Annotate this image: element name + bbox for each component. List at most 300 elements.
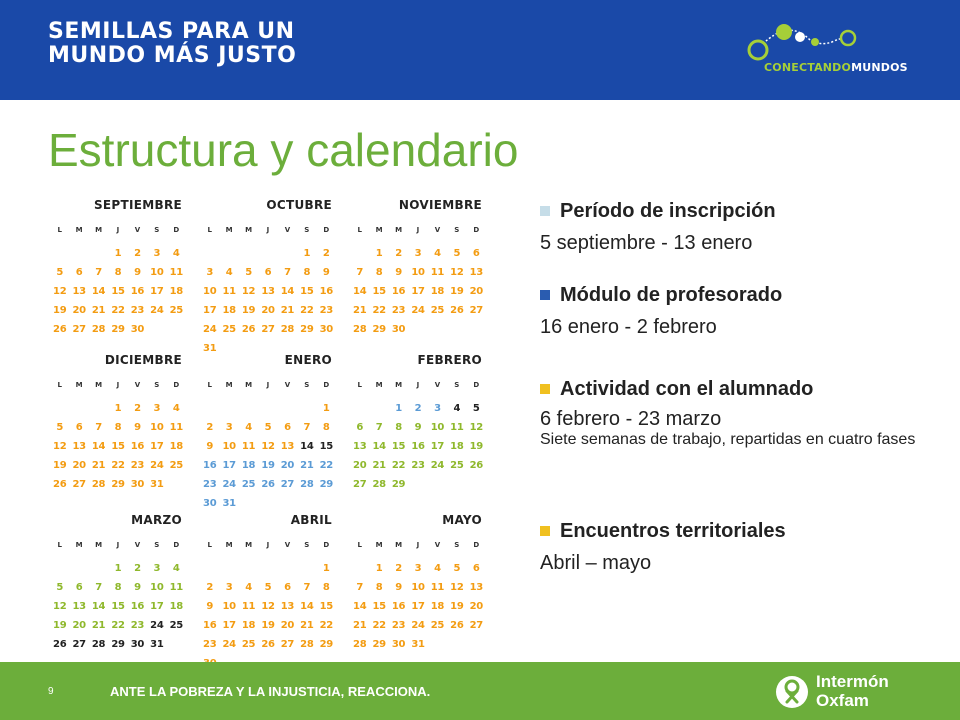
calendar-day: 3 [434, 403, 441, 414]
weekday-label: M [245, 226, 253, 234]
calendar-day: 22 [111, 620, 125, 631]
weekday-label: L [357, 381, 362, 389]
calendar-day: 16 [203, 460, 217, 471]
calendar-day: 18 [169, 441, 183, 452]
weekday-label: V [284, 381, 291, 389]
calendar-week [50, 403, 186, 414]
calendar-day: 1 [395, 403, 402, 414]
calendar-week [50, 563, 186, 574]
calendar-day: 21 [300, 620, 314, 631]
calendar-day: 7 [356, 582, 364, 593]
oxfam-ribbon-icon [774, 674, 810, 710]
calendar-day: 19 [241, 305, 256, 316]
calendar-day: 16 [130, 601, 145, 612]
calendar-day: 22 [300, 305, 314, 316]
calendar-day: 13 [469, 267, 483, 278]
calendar-day: 19 [53, 460, 67, 471]
calendar-day: 28 [300, 479, 314, 490]
weekday-label: S [154, 226, 160, 234]
calendar-day: 9 [134, 267, 141, 278]
calendar-day: 4 [245, 422, 252, 433]
calendar-week [200, 267, 336, 278]
weekday-label: S [154, 381, 160, 389]
calendar-day: 25 [169, 620, 183, 631]
calendar-day: 25 [430, 305, 445, 316]
calendar-week [50, 582, 186, 593]
weekday-label: M [375, 381, 383, 389]
calendar-day: 24 [150, 305, 164, 316]
calendar-day: 5 [453, 563, 461, 574]
calendar-day: 25 [169, 460, 183, 471]
calendar-day: 3 [153, 248, 161, 259]
logo-line2: Oxfam [816, 691, 869, 710]
weekday-header [200, 381, 336, 389]
weekday-header [50, 226, 186, 234]
calendar-day: 22 [319, 620, 333, 631]
header-banner [0, 0, 960, 100]
month-mayo [350, 505, 486, 655]
calendar-day: 20 [72, 620, 86, 631]
month-octubre [200, 190, 336, 354]
calendar-day: 27 [469, 620, 483, 631]
month-marzo [50, 505, 186, 655]
calendar-week [350, 639, 486, 650]
calendar-day [89, 403, 108, 414]
calendar-day: 3 [206, 267, 214, 278]
calendar-day [278, 248, 297, 259]
calendar-day: 16 [391, 601, 406, 612]
calendar-day: 30 [391, 324, 406, 335]
calendar-day: 4 [225, 267, 233, 278]
calendar-day: 24 [222, 639, 236, 650]
weekday-label: J [266, 541, 270, 549]
calendar-day [147, 324, 166, 335]
calendar-day: 26 [450, 620, 464, 631]
calendar-day [219, 563, 238, 574]
calendar-day: 25 [241, 479, 256, 490]
calendar-day: 8 [114, 267, 122, 278]
calendar-day: 22 [391, 460, 406, 471]
calendar-day: 10 [411, 267, 425, 278]
calendar-week [350, 305, 486, 316]
calendar-day: 10 [411, 582, 425, 593]
calendar-day: 9 [206, 601, 214, 612]
calendar-day: 20 [261, 305, 275, 316]
calendar-day: 7 [375, 422, 383, 433]
item-profesorado [540, 282, 940, 340]
weekday-label: L [57, 381, 62, 389]
logo-dots-graphic [740, 16, 940, 66]
calendar-day: 6 [284, 582, 291, 593]
calendar-day [239, 248, 258, 259]
calendar-day: 24 [411, 305, 425, 316]
weekday-label: M [75, 381, 83, 389]
calendar-day [219, 248, 238, 259]
calendar-day: 19 [450, 286, 464, 297]
calendar-week [350, 422, 486, 433]
calendar-day: 6 [75, 267, 83, 278]
calendar-day: 21 [300, 460, 314, 471]
calendar-day: 17 [150, 601, 164, 612]
calendar-day [258, 248, 277, 259]
calendar-day: 8 [395, 422, 402, 433]
calendar-day [428, 479, 447, 490]
calendar-day: 28 [91, 324, 106, 335]
calendar-day [50, 248, 69, 259]
weekday-label: V [434, 541, 441, 549]
calendar-day: 31 [203, 343, 217, 354]
calendar-day [69, 248, 88, 259]
calendar-day: 8 [114, 582, 122, 593]
calendar-day: 23 [130, 305, 145, 316]
calendar-day: 17 [222, 620, 236, 631]
calendar-day [428, 324, 447, 335]
calendar-day: 21 [353, 305, 367, 316]
calendar-day: 24 [150, 620, 164, 631]
calendar-day: 23 [203, 479, 217, 490]
calendar-day: 1 [114, 403, 122, 414]
calendar-day: 8 [114, 422, 122, 433]
school-year-calendar [50, 190, 500, 650]
calendar-day: 28 [280, 324, 295, 335]
calendar-day: 6 [284, 422, 291, 433]
calendar-day: 24 [150, 460, 164, 471]
calendar-week [200, 639, 336, 650]
calendar-day: 1 [375, 248, 383, 259]
calendar-day [200, 403, 219, 414]
calendar-day: 13 [72, 441, 86, 452]
item-date: 6 febrero - 23 marzo [540, 408, 722, 430]
weekday-header [200, 226, 336, 234]
item-heading [540, 518, 940, 544]
calendar-day: 10 [203, 286, 217, 297]
calendar-day: 5 [245, 267, 252, 278]
item-note: Siete semanas de trabajo, repartidas en cuatro fases [540, 431, 916, 448]
calendar-week [200, 248, 336, 259]
month-septiembre [50, 190, 186, 340]
calendar-day: 17 [150, 286, 164, 297]
calendar-week [200, 563, 336, 574]
calendar-day: 15 [391, 441, 406, 452]
item-date: 16 enero - 2 febrero [540, 316, 717, 338]
calendar-day: 6 [472, 248, 480, 259]
calendar-day: 27 [72, 479, 86, 490]
calendar-day: 23 [391, 305, 406, 316]
calendar-day: 31 [411, 639, 425, 650]
weekday-label: M [395, 381, 403, 389]
calendar-day: 12 [469, 422, 483, 433]
calendar-day [297, 563, 316, 574]
calendar-day: 13 [72, 601, 86, 612]
calendar-day: 21 [280, 305, 295, 316]
month-name: SEPTIEMBRE [93, 198, 182, 212]
calendar-day: 17 [222, 460, 236, 471]
item-inscripcion [540, 198, 940, 256]
calendar-day: 9 [134, 582, 141, 593]
calendar-day [200, 563, 219, 574]
calendar-day [50, 563, 69, 574]
calendar-day: 27 [280, 479, 295, 490]
calendar-day: 23 [319, 305, 333, 316]
calendar-day: 4 [434, 248, 441, 259]
calendar-day: 9 [414, 422, 422, 433]
calendar-day: 31 [150, 479, 164, 490]
calendar-day: 5 [264, 422, 272, 433]
calendar-day [167, 639, 186, 650]
calendar-week [50, 479, 186, 490]
calendar-day: 29 [111, 639, 125, 650]
weekday-label: D [173, 381, 180, 389]
logo-line1: Intermón [816, 672, 889, 691]
calendar-day [350, 563, 369, 574]
calendar-day: 22 [111, 305, 125, 316]
calendar-day: 18 [430, 601, 445, 612]
calendar-day: 29 [372, 639, 386, 650]
calendar-day: 9 [206, 441, 214, 452]
program-title-line2: MUNDO MÁS JUSTO [48, 43, 297, 68]
calendar-week [50, 422, 186, 433]
calendar-week [200, 305, 336, 316]
calendar-day: 23 [203, 639, 217, 650]
calendar-day: 14 [91, 601, 106, 612]
calendar-day: 11 [241, 441, 256, 452]
weekday-label: J [116, 226, 120, 234]
calendar-day: 28 [300, 639, 314, 650]
calendar-day [447, 324, 466, 335]
calendar-day: 29 [300, 324, 314, 335]
calendar-day: 2 [395, 563, 402, 574]
calendar-week [50, 248, 186, 259]
weekday-label: D [473, 226, 480, 234]
calendar-day: 5 [56, 422, 64, 433]
calendar-day: 21 [372, 460, 386, 471]
calendar-day: 2 [206, 422, 214, 433]
calendar-day: 29 [111, 479, 125, 490]
weekday-label: S [304, 381, 310, 389]
calendar-day: 16 [391, 286, 406, 297]
calendar-day: 28 [353, 324, 367, 335]
calendar-day: 11 [222, 286, 236, 297]
calendar-day: 12 [450, 267, 464, 278]
calendar-day: 12 [261, 601, 275, 612]
calendar-day: 6 [472, 563, 480, 574]
item-heading-text: Período de inscripción [560, 200, 776, 222]
calendar-day [369, 403, 388, 414]
calendar-day: 21 [91, 460, 106, 471]
calendar-day: 7 [356, 267, 364, 278]
calendar-week [200, 582, 336, 593]
calendar-day: 25 [450, 460, 464, 471]
item-heading-text: Actividad con el alumnado [560, 378, 814, 400]
calendar-day: 4 [434, 563, 441, 574]
calendar-day: 20 [353, 460, 367, 471]
weekday-label: L [207, 381, 212, 389]
item-heading-text: Encuentros territoriales [560, 520, 786, 542]
calendar-week [200, 324, 336, 335]
calendar-day: 11 [169, 422, 183, 433]
weekday-label: V [134, 226, 141, 234]
calendar-day [467, 479, 486, 490]
item-date: Abril – mayo [540, 552, 652, 574]
calendar-day: 10 [150, 267, 164, 278]
calendar-day: 10 [430, 422, 445, 433]
calendar-day: 26 [469, 460, 483, 471]
calendar-day: 18 [450, 441, 464, 452]
calendar-day: 4 [245, 582, 252, 593]
calendar-day: 3 [153, 403, 161, 414]
calendar-week [200, 479, 336, 490]
footer-slogan: ANTE LA POBREZA Y LA INJUSTICIA, REACCIONA. [110, 684, 431, 699]
calendar-day [167, 479, 186, 490]
calendar-day: 17 [411, 286, 425, 297]
month-diciembre [50, 345, 186, 495]
calendar-week [200, 403, 336, 414]
item-heading [540, 282, 940, 308]
calendar-day [219, 403, 238, 414]
weekday-label: V [434, 381, 441, 389]
weekday-label: L [207, 226, 212, 234]
calendar-day: 27 [72, 639, 86, 650]
calendar-day: 12 [53, 441, 67, 452]
calendar-day: 22 [319, 460, 333, 471]
calendar-day: 19 [450, 601, 464, 612]
calendar-day: 23 [411, 460, 425, 471]
item-heading [540, 376, 940, 402]
calendar-day [239, 563, 258, 574]
calendar-day: 2 [134, 248, 141, 259]
calendar-day: 23 [130, 460, 145, 471]
calendar-week [50, 324, 186, 335]
weekday-label: S [454, 381, 460, 389]
calendar-day: 21 [353, 620, 367, 631]
item-date: 5 septiembre - 13 enero [540, 232, 753, 254]
logo-text-part2: MUNDOS [851, 61, 908, 74]
square-bullet-icon [540, 206, 550, 216]
weekday-label: M [95, 541, 103, 549]
calendar-day: 20 [280, 620, 295, 631]
calendar-day: 10 [150, 582, 164, 593]
weekday-label: D [473, 381, 480, 389]
calendar-day: 26 [53, 639, 67, 650]
calendar-day: 8 [322, 422, 330, 433]
weekday-label: M [225, 226, 233, 234]
calendar-day: 12 [261, 441, 275, 452]
calendar-day: 30 [130, 639, 145, 650]
calendar-day: 23 [391, 620, 406, 631]
calendar-day: 28 [91, 639, 106, 650]
calendar-week [200, 422, 336, 433]
calendar-day: 13 [280, 601, 295, 612]
calendar-day [167, 324, 186, 335]
weekday-label: L [357, 541, 362, 549]
calendar-day: 11 [169, 582, 183, 593]
calendar-day: 26 [261, 479, 275, 490]
weekday-header [350, 226, 486, 234]
weekday-label: L [207, 541, 212, 549]
calendar-day: 28 [353, 639, 367, 650]
calendar-week [350, 286, 486, 297]
month-name: FEBRERO [417, 353, 482, 367]
calendar-day: 2 [134, 563, 141, 574]
calendar-week [350, 403, 486, 414]
weekday-label: M [225, 381, 233, 389]
weekday-label: M [245, 541, 253, 549]
calendar-day: 16 [203, 620, 217, 631]
calendar-day: 7 [95, 422, 102, 433]
calendar-day: 14 [353, 286, 367, 297]
calendar-day: 29 [391, 479, 406, 490]
weekday-label: S [304, 226, 310, 234]
calendar-day: 28 [91, 479, 106, 490]
calendar-day: 16 [130, 441, 145, 452]
calendar-week [50, 460, 186, 471]
item-heading-text: Módulo de profesorado [560, 284, 783, 306]
conectando-mundos-logo [740, 16, 940, 86]
calendar-day: 9 [322, 267, 330, 278]
calendar-day: 8 [375, 582, 383, 593]
calendar-day: 28 [372, 479, 386, 490]
calendar-week [200, 286, 336, 297]
calendar-day: 14 [91, 441, 106, 452]
calendar-week [200, 441, 336, 452]
intermon-oxfam-logo [774, 670, 924, 714]
calendar-day: 25 [222, 324, 236, 335]
calendar-day [467, 324, 486, 335]
calendar-day: 5 [56, 582, 64, 593]
calendar-day [69, 403, 88, 414]
calendar-day: 2 [322, 248, 330, 259]
program-title-line1: SEMILLAS PARA UN [48, 19, 295, 44]
month-enero [200, 345, 336, 509]
weekday-label: M [95, 226, 103, 234]
calendar-day: 24 [222, 479, 236, 490]
weekday-label: M [95, 381, 103, 389]
month-name: MAYO [442, 513, 482, 527]
calendar-day: 16 [319, 286, 333, 297]
weekday-label: S [454, 226, 460, 234]
weekday-header [200, 541, 336, 549]
calendar-day: 25 [169, 305, 183, 316]
calendar-day: 13 [72, 286, 86, 297]
calendar-day: 9 [395, 267, 402, 278]
calendar-day: 17 [430, 441, 445, 452]
calendar-day: 8 [375, 267, 383, 278]
calendar-day [89, 248, 108, 259]
weekday-label: L [57, 541, 62, 549]
weekday-label: M [395, 226, 403, 234]
slide-title: Estructura y calendario [48, 124, 519, 176]
month-name: NOVIEMBRE [398, 198, 482, 212]
calendar-day: 19 [469, 441, 483, 452]
calendar-day: 26 [261, 639, 275, 650]
program-title [48, 20, 296, 68]
calendar-day: 5 [56, 267, 64, 278]
calendar-day: 9 [134, 422, 141, 433]
calendar-day: 16 [130, 286, 145, 297]
month-name: DICIEMBRE [104, 353, 182, 367]
calendar-day: 3 [414, 563, 422, 574]
calendar-day [297, 403, 316, 414]
calendar-day: 17 [203, 305, 217, 316]
calendar-day: 14 [91, 286, 106, 297]
calendar-day: 2 [414, 403, 422, 414]
calendar-day: 2 [134, 403, 141, 414]
calendar-day: 14 [353, 601, 367, 612]
calendar-day: 10 [222, 441, 236, 452]
calendar-day: 15 [111, 601, 125, 612]
calendar-day: 26 [53, 324, 67, 335]
calendar-day: 3 [225, 582, 233, 593]
